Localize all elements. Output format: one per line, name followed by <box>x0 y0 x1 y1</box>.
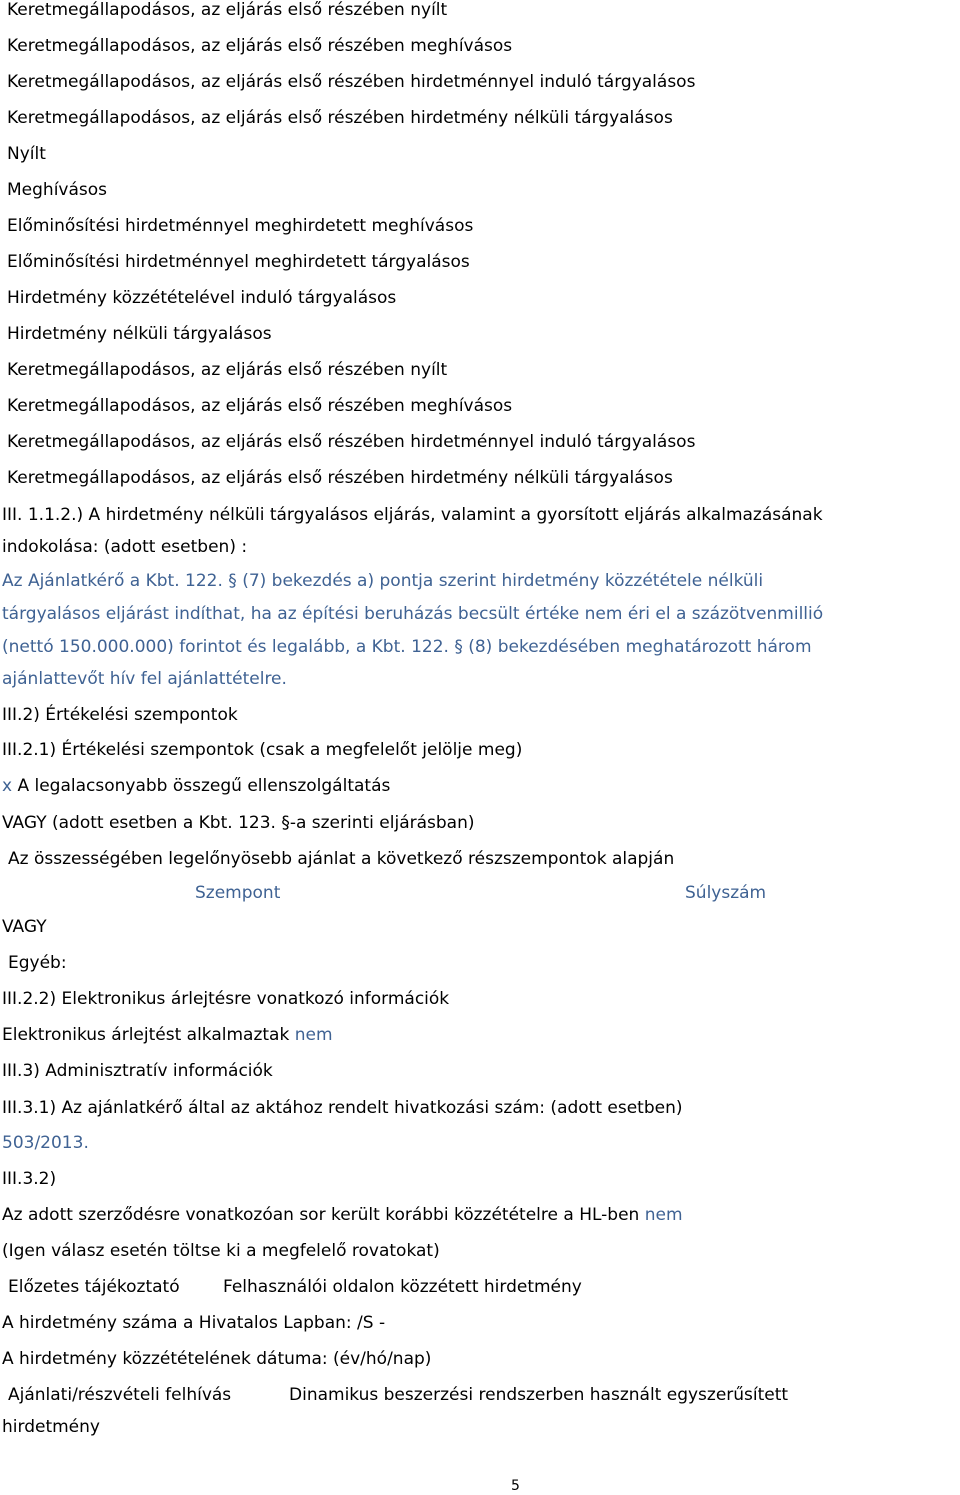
procedure-option: Keretmegállapodásos, az eljárás első részében meghívásos <box>7 36 513 56</box>
section-heading-cont: indokolása: (adott esetben) : <box>2 537 248 557</box>
subsection-heading: III.2.1) Értékelési szempontok (csak a megfelelőt jelölje meg) <box>2 740 523 760</box>
column-header-weight: Súlyszám <box>685 883 767 903</box>
procedure-option: Keretmegállapodásos, az eljárás első részében hirdetmény nélküli tárgyalásos <box>7 468 673 488</box>
e-auction-label: Elektronikus árlejtést alkalmaztak <box>2 1025 290 1045</box>
or-note: VAGY (adott esetben a Kbt. 123. §-a szerinti eljárásban) <box>2 813 475 833</box>
page-number: 5 <box>511 1478 520 1494</box>
e-auction-value: nem <box>294 1025 333 1045</box>
procedure-option: Keretmegállapodásos, az eljárás első részében hirdetménnyel induló tárgyalásos <box>7 72 696 92</box>
selected-mark: x <box>2 776 13 796</box>
section-heading: III. 1.1.2.) A hirdetmény nélküli tárgyalásos eljárás, valamint a gyorsított eljárás alkalmazásának <box>2 505 823 525</box>
oj-number-label: A hirdetmény száma a Hivatalos Lapban: /S - <box>2 1313 386 1333</box>
procedure-option: Keretmegállapodásos, az eljárás első részében meghívásos <box>7 396 513 416</box>
procedure-option: Hirdetmény közzétételével induló tárgyalásos <box>7 288 397 308</box>
procedure-option: Keretmegállapodásos, az eljárás első részében hirdetménnyel induló tárgyalásos <box>7 432 696 452</box>
prior-publication-label: Az adott szerződésre vonatkozóan sor került korábbi közzétételre a HL-ben <box>2 1205 640 1225</box>
procedure-option: Hirdetmény nélküli tárgyalásos <box>7 324 272 344</box>
criterion-best-offer: Az összességében legelőnyösebb ajánlat a következő részszempontok alapján <box>8 849 675 869</box>
justification-text: tárgyalásos eljárást indíthat, ha az építési beruházás becsült értéke nem éri el a százötvenmillió <box>2 604 824 624</box>
criterion-lowest-price <box>2 775 390 797</box>
subsection-heading: III.3.2) <box>2 1169 57 1189</box>
option-call-for-tender: Ajánlati/részvételi felhívás <box>8 1385 232 1405</box>
section-heading: III.2) Értékelési szempontok <box>2 705 238 725</box>
reference-value: 503/2013. <box>2 1133 89 1153</box>
e-auction-row <box>2 1024 333 1046</box>
justification-text: (nettó 150.000.000) forintot és legalább, a Kbt. 122. § (8) bekezdésében meghatározott három <box>2 637 812 657</box>
procedure-option: Nyílt <box>7 144 46 164</box>
column-header-criterion: Szempont <box>195 883 281 903</box>
subsection-heading: III.2.2) Elektronikus árlejtésre vonatkozó információk <box>2 989 450 1009</box>
criterion-label: A legalacsonyabb összegű ellenszolgáltatás <box>17 776 391 796</box>
procedure-option: Keretmegállapodásos, az eljárás első részében hirdetmény nélküli tárgyalásos <box>7 108 673 128</box>
prior-publication-value: nem <box>644 1205 683 1225</box>
prior-publication-row <box>2 1204 683 1226</box>
reference-label: III.3.1) Az ajánlatkérő által az aktához rendelt hivatkozási szám: (adott esetben) <box>2 1098 683 1118</box>
fill-note: (Igen válasz esetén töltse ki a megfelelő rovatokat) <box>2 1241 440 1261</box>
option-dps-notice: Dinamikus beszerzési rendszerben használt egyszerűsített <box>289 1385 789 1405</box>
procedure-option: Keretmegállapodásos, az eljárás első részében nyílt <box>7 0 448 20</box>
section-heading: III.3) Adminisztratív információk <box>2 1061 273 1081</box>
procedure-option: Keretmegállapodásos, az eljárás első részében nyílt <box>7 360 448 380</box>
other-label: Egyéb: <box>8 953 67 973</box>
justification-text: Az Ajánlatkérő a Kbt. 122. § (7) bekezdés a) pontja szerint hirdetmény közzététele nélküli <box>2 571 764 591</box>
procedure-option: Meghívásos <box>7 180 108 200</box>
option-dps-notice-cont: hirdetmény <box>2 1417 100 1437</box>
publication-date-label: A hirdetmény közzétételének dátuma: (év/hó/nap) <box>2 1349 432 1369</box>
justification-text: ajánlattevőt hív fel ajánlattételre. <box>2 669 287 689</box>
procedure-option: Előminősítési hirdetménnyel meghirdetett meghívásos <box>7 216 474 236</box>
or-label: VAGY <box>2 917 47 937</box>
option-buyer-profile: Felhasználói oldalon közzétett hirdetmény <box>223 1277 582 1297</box>
option-prior-info: Előzetes tájékoztató <box>8 1277 180 1297</box>
procedure-option: Előminősítési hirdetménnyel meghirdetett tárgyalásos <box>7 252 470 272</box>
